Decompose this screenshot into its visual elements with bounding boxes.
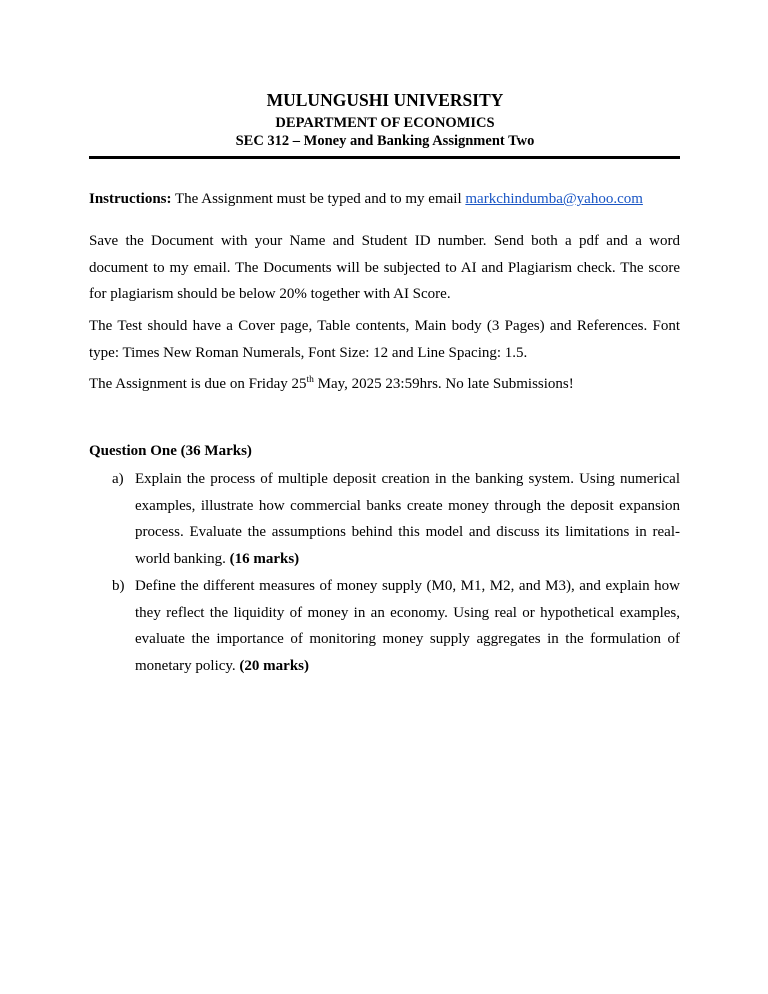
question-item-body: Explain the process of multiple deposit creation in the banking system. Using numerical examples, illustrate how commercial banks create money through the deposit expansion process. Evaluate the assumptions behind this model and discuss its limitations in real-world banking. bbox=[135, 471, 680, 568]
question-item-text bbox=[135, 573, 680, 680]
email-link[interactable]: markchindumba@yahoo.com bbox=[465, 191, 643, 207]
header-divider bbox=[89, 156, 680, 159]
due-date-paragraph bbox=[89, 371, 680, 398]
question-item-marks: (20 marks) bbox=[239, 658, 309, 675]
university-name: MULUNGUSHI UNIVERSITY bbox=[266, 90, 504, 110]
question-one-title: Question One (36 Marks) bbox=[89, 443, 252, 459]
instructions-paragraph bbox=[89, 186, 680, 213]
question-item-label: a) bbox=[112, 471, 124, 487]
question-item-text bbox=[135, 466, 680, 573]
department-name: DEPARTMENT OF ECONOMICS bbox=[275, 115, 495, 131]
question-item-b bbox=[112, 573, 680, 680]
question-item-body: Define the different measures of money supply (M0, M1, M2, and M3), and explain how they reflect the liquidity of money in an economy. Using real or hypothetical examples, evaluate the importance of monitoring money supply aggregates in the formulation of monetary policy. bbox=[135, 578, 680, 675]
submission-paragraph: Save the Document with your Name and Student ID number. Send both a pdf and a word document to my email. The Documents will be subjected to AI and Plagiarism check. The score for plagiarism should be below 20% together with AI Score. bbox=[89, 233, 680, 302]
course-title: SEC 312 – Money and Banking Assignment Two bbox=[235, 133, 535, 149]
due-text-before: The Assignment is due on Friday 25 bbox=[89, 376, 307, 392]
format-paragraph: The Test should have a Cover page, Table contents, Main body (3 Pages) and References. Font type: Times New Roman Numerals, Font Size: 12 and Line Spacing: 1.5. bbox=[89, 318, 680, 361]
due-date-suffix: th bbox=[306, 375, 314, 385]
instructions-label: Instructions: bbox=[89, 191, 172, 207]
question-item-a bbox=[112, 466, 680, 573]
question-item-marks: (16 marks) bbox=[229, 551, 300, 568]
question-item-label: b) bbox=[112, 578, 125, 594]
due-text-after: May, 2025 23:59hrs. No late Submissions! bbox=[313, 376, 574, 392]
instructions-text: The Assignment must be typed and to my email bbox=[171, 191, 466, 207]
